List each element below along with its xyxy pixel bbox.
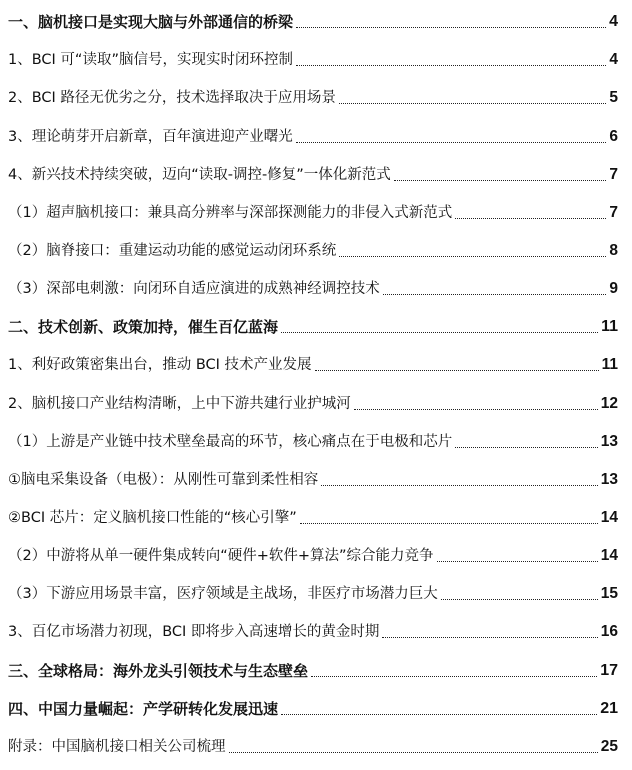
toc-entry-label: 附录：中国脑机接口相关公司梳理 — [8, 739, 226, 755]
toc-entry-page-number: 5 — [609, 89, 618, 106]
toc-entry-page-number: 8 — [609, 242, 618, 259]
toc-entry[interactable] — [0, 44, 632, 70]
dot-leader — [455, 447, 598, 448]
toc-entry-label: 3、百亿市场潜力初现，BCI 即将步入高速增长的黄金时期 — [8, 624, 380, 640]
toc-entry-label: 1、利好政策密集出台，推动 BCI 技术产业发展 — [8, 357, 312, 373]
toc-entry[interactable] — [0, 464, 632, 490]
toc-entry-label: （3）深部电刺激：向闭环自适应演进的成熟神经调控技术 — [8, 281, 380, 297]
toc-entry-label: 2、BCI 路径无优劣之分，技术选择取决于应用场景 — [8, 90, 336, 106]
toc-entry-label: 1、BCI 可“读取”脑信号，实现实时闭环控制 — [8, 52, 293, 68]
toc-entry[interactable] — [0, 426, 632, 452]
toc-entry[interactable] — [0, 121, 632, 147]
toc-entry-label: 三、全球格局：海外龙头引领技术与生态壁垒 — [8, 662, 309, 680]
dot-leader — [394, 180, 607, 181]
toc-entry[interactable] — [0, 159, 632, 185]
dot-leader — [455, 218, 606, 219]
dot-leader — [229, 752, 598, 753]
dot-leader — [315, 370, 599, 371]
toc-entry-page-number: 12 — [600, 395, 618, 412]
dot-leader — [437, 561, 598, 562]
dot-leader — [296, 142, 607, 143]
dot-leader — [281, 332, 598, 333]
toc-entry-page-number: 9 — [609, 280, 618, 297]
toc-entry-label: （2）中游将从单一硬件集成转向“硬件+软件+算法”综合能力竞争 — [8, 548, 434, 564]
dot-leader — [354, 409, 598, 410]
toc-entry[interactable] — [0, 731, 632, 757]
toc-entry-page-number: 6 — [609, 128, 618, 145]
toc-entry-page-number: 14 — [600, 509, 618, 526]
dot-leader — [339, 256, 606, 257]
dot-leader — [441, 599, 598, 600]
toc-entry-label: （1）超声脑机接口：兼具高分辨率与深部探测能力的非侵入式新范式 — [8, 205, 453, 221]
toc-entry[interactable] — [0, 388, 632, 414]
toc-entry-label: 3、理论萌芽开启新章，百年演进迎产业曙光 — [8, 129, 293, 145]
dot-leader — [300, 523, 598, 524]
toc-entry-page-number: 11 — [601, 318, 618, 335]
dot-leader — [321, 485, 598, 486]
toc-entry-page-number: 7 — [609, 166, 618, 183]
toc-entry[interactable] — [0, 578, 632, 604]
dot-leader — [281, 714, 597, 715]
toc-entry-page-number: 14 — [600, 547, 618, 564]
toc-entry-page-number: 21 — [600, 700, 618, 717]
toc-entry-label: ①脑电采集设备（电极）：从刚性可靠到柔性相容 — [8, 472, 319, 488]
toc-entry-page-number: 16 — [600, 623, 618, 640]
toc-entry[interactable] — [0, 273, 632, 299]
dot-leader — [382, 637, 597, 638]
toc-entry-label: （2）脑脊接口：重建运动功能的感觉运动闭环系统 — [8, 243, 337, 259]
toc-entry-page-number: 13 — [600, 471, 618, 488]
dot-leader — [383, 294, 607, 295]
toc-entry-page-number: 7 — [609, 204, 618, 221]
toc-entry[interactable] — [0, 82, 632, 108]
toc-entry[interactable] — [0, 349, 632, 375]
toc-entry-page-number: 17 — [600, 662, 618, 679]
toc-chapter-entry[interactable] — [0, 655, 632, 681]
toc-entry-label: 四、中国力量崛起：产学研转化发展迅速 — [8, 700, 279, 718]
dot-leader — [339, 103, 606, 104]
toc-entry-label: 2、脑机接口产业结构清晰，上中下游共建行业护城河 — [8, 396, 351, 412]
toc-chapter-entry[interactable] — [0, 693, 632, 719]
toc-entry-label: 4、新兴技术持续突破，迈向“读取-调控-修复”一体化新范式 — [8, 167, 391, 183]
toc-entry-page-number: 4 — [609, 13, 618, 30]
toc-entry-label: 二、技术创新、政策加持，催生百亿蓝海 — [8, 318, 279, 336]
toc-entry-label: 一、脑机接口是实现大脑与外部通信的桥梁 — [8, 13, 294, 31]
dot-leader — [311, 676, 597, 677]
toc-entry-label: （3）下游应用场景丰富，医疗领域是主战场，非医疗市场潜力巨大 — [8, 586, 438, 602]
toc-entry-page-number: 15 — [600, 585, 618, 602]
toc-entry-page-number: 4 — [609, 51, 618, 68]
toc-entry[interactable] — [0, 540, 632, 566]
toc-chapter-entry[interactable] — [0, 6, 632, 32]
toc-entry-page-number: 11 — [601, 356, 618, 373]
dot-leader — [296, 65, 606, 66]
toc-entry-page-number: 25 — [600, 738, 618, 755]
toc-entry-label: （1）上游是产业链中技术壁垒最高的环节，核心痛点在于电极和芯片 — [8, 434, 453, 450]
toc-chapter-entry[interactable] — [0, 311, 632, 337]
toc-entry-label: ②BCI 芯片：定义脑机接口性能的“核心引擎” — [8, 510, 297, 526]
toc-entry[interactable] — [0, 616, 632, 642]
toc-entry[interactable] — [0, 502, 632, 528]
toc-entry[interactable] — [0, 235, 632, 261]
toc-entry[interactable] — [0, 197, 632, 223]
toc-entry-page-number: 13 — [600, 433, 618, 450]
dot-leader — [296, 27, 606, 28]
